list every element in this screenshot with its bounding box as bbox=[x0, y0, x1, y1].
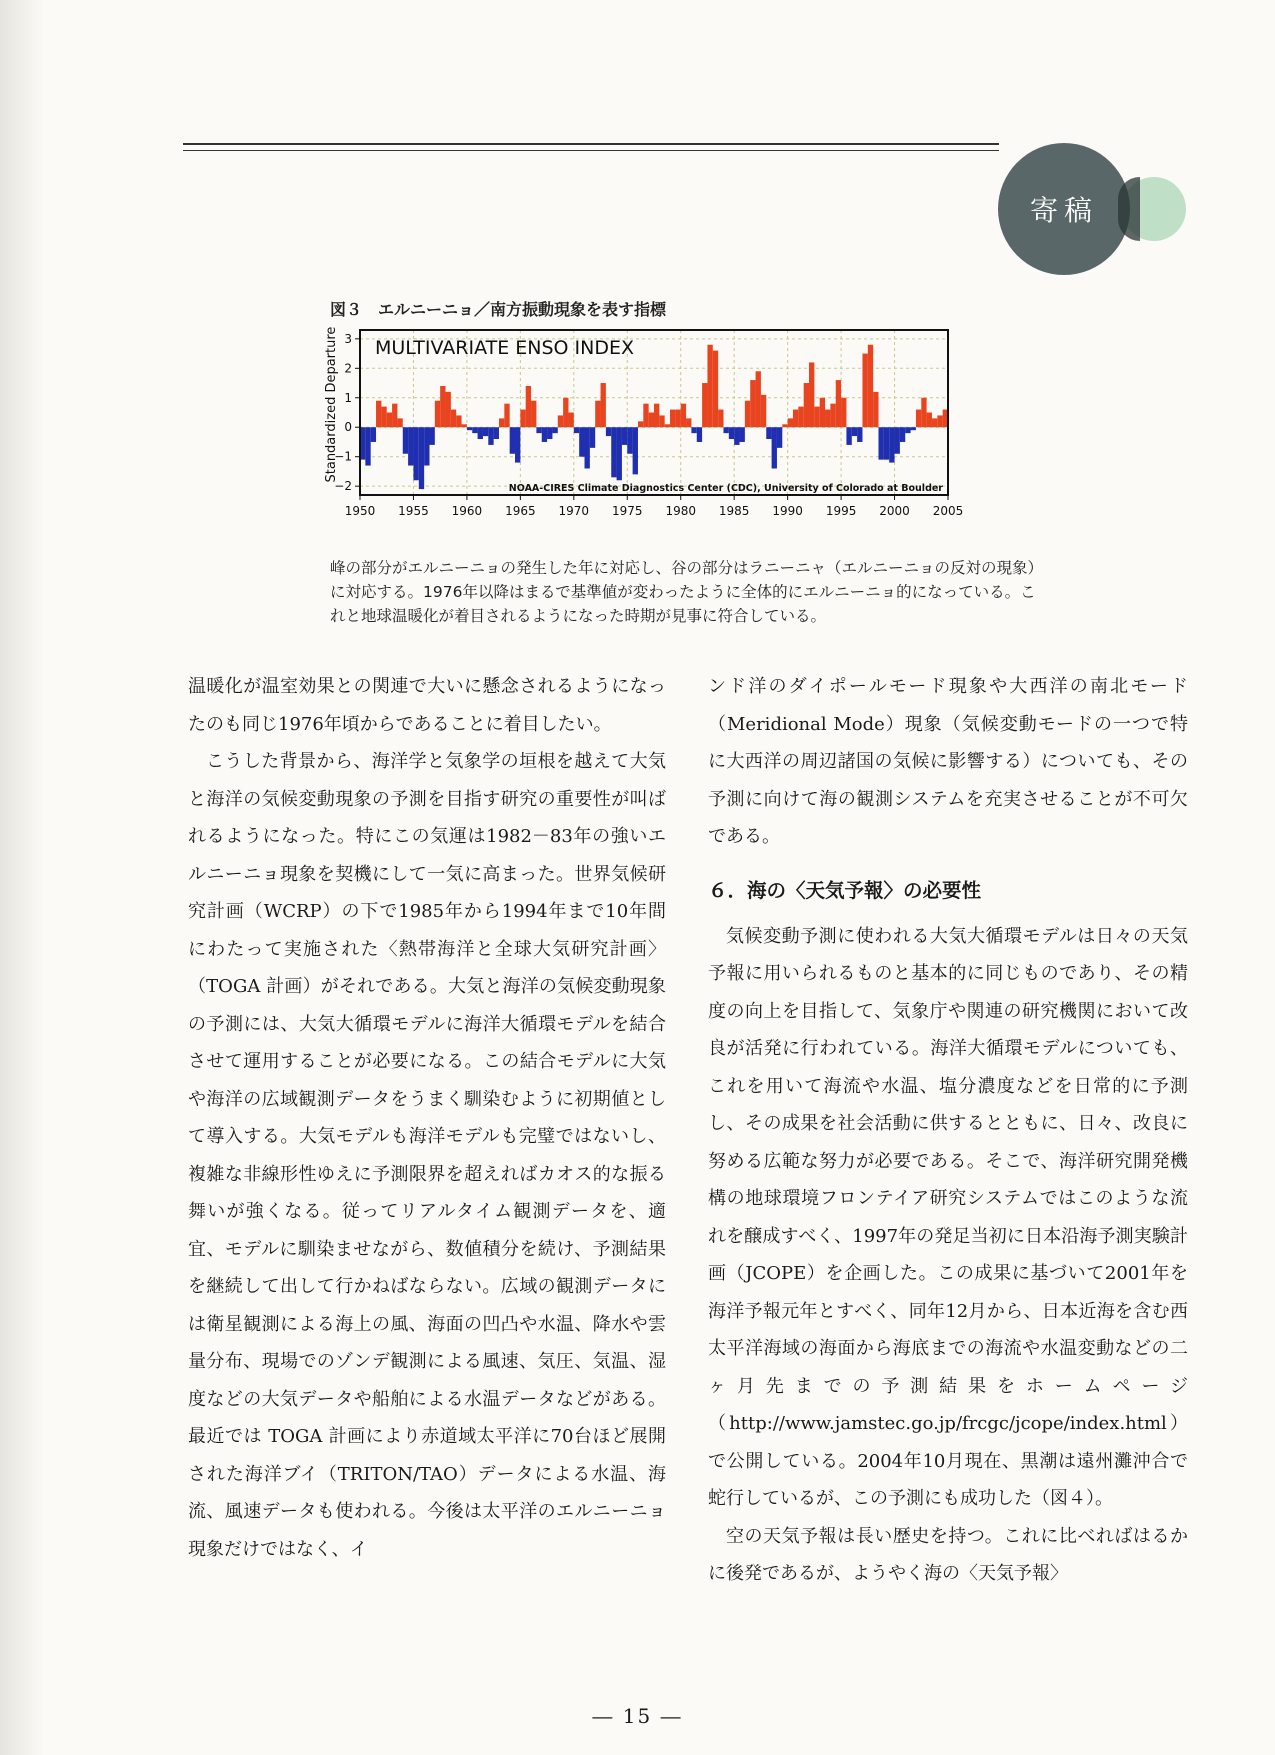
chart-bar bbox=[916, 410, 921, 428]
chart-bar bbox=[830, 404, 835, 428]
chart-bar bbox=[862, 354, 867, 428]
figure-title: 図３ エルニーニョ／南方振動現象を表す指標 bbox=[330, 300, 667, 319]
chart-bar bbox=[408, 427, 413, 465]
chart-bar bbox=[740, 427, 745, 442]
chart-bar bbox=[462, 424, 467, 427]
chart-bar bbox=[889, 427, 894, 462]
chart-bar bbox=[526, 386, 531, 427]
chart-bar bbox=[932, 418, 937, 427]
chart-bar bbox=[911, 427, 916, 430]
enso-index-chart bbox=[320, 322, 1040, 557]
chart-bar bbox=[643, 404, 648, 428]
chart-bar bbox=[756, 371, 761, 427]
chart-bar bbox=[499, 418, 504, 427]
chart-bar bbox=[392, 404, 397, 428]
chart-bar bbox=[365, 427, 370, 465]
body-paragraph: ンド洋のダイポールモード現象や大西洋の南北モード（Meridional Mode）現象（気候変動モードの一つで特に大西洋の周辺諸国の気候に影響する）についても、その予測に向けて海の観測システムを充実させることが不可欠である。 bbox=[708, 676, 1188, 847]
chart-bar bbox=[595, 401, 600, 428]
chart-bar bbox=[627, 427, 632, 454]
chart-bar bbox=[697, 427, 702, 442]
chart-bar bbox=[483, 427, 488, 436]
chart-bar bbox=[622, 427, 627, 445]
chart-bar bbox=[745, 401, 750, 428]
badge-overlap-shade bbox=[1118, 177, 1140, 241]
x-tick-label: 1970 bbox=[558, 504, 590, 518]
chart-bar bbox=[798, 407, 803, 428]
section-heading: ６．海の〈天気予報〉の必要性 bbox=[708, 878, 982, 902]
page-edge-shadow bbox=[0, 0, 44, 1755]
body-paragraph: 温暖化が温室効果との関連で大いに懸念されるようになったのも同じ1976年頃からであることに着目したい。 bbox=[188, 676, 666, 735]
chart-bar bbox=[921, 398, 926, 427]
chart-source-note: NOAA-CIRES Climate Diagnostics Center (CDC), University of Colorado at Boulder bbox=[508, 483, 943, 494]
x-tick-label: 2005 bbox=[932, 504, 964, 518]
chart-bar bbox=[510, 427, 515, 454]
chart-bar bbox=[691, 427, 696, 433]
header-rule-top bbox=[183, 143, 999, 145]
chart-bar bbox=[895, 427, 900, 454]
figure-caption-text: 峰の部分がエルニーニョの発生した年に対応し、谷の部分はラニーニャ（エルニーニョの反対の現象）に対応する。1976年以降はまるで基準値が変わったように全体的にエルニーニョ的になっている。これと地球温暖化が着目されるようになった時期が見事に符合している。 bbox=[330, 559, 1044, 625]
chart-bar bbox=[809, 362, 814, 427]
body-column-right bbox=[708, 668, 1188, 1593]
chart-bar bbox=[590, 427, 595, 448]
chart-bar bbox=[713, 351, 718, 428]
chart-bar bbox=[665, 424, 670, 427]
chart-bar bbox=[585, 427, 590, 468]
x-tick-label: 1975 bbox=[611, 504, 643, 518]
chart-bar bbox=[846, 427, 851, 445]
chart-bar bbox=[675, 410, 680, 428]
page-number: ― 15 ― bbox=[592, 1704, 683, 1728]
chart-bar bbox=[381, 407, 386, 428]
chart-bar bbox=[579, 427, 584, 456]
chart-bar bbox=[558, 415, 563, 427]
chart-bar bbox=[670, 410, 675, 428]
x-tick-label: 1990 bbox=[772, 504, 803, 518]
chart-bar bbox=[397, 418, 402, 427]
chart-title: MULTIVARIATE ENSO INDEX bbox=[375, 337, 634, 359]
chart-bar bbox=[782, 424, 787, 427]
x-tick-label: 2000 bbox=[879, 504, 910, 518]
chart-bar bbox=[440, 386, 445, 427]
chart-bar bbox=[793, 410, 798, 428]
chart-bar bbox=[750, 380, 755, 427]
chart-bar bbox=[825, 410, 830, 428]
chart-bar bbox=[403, 427, 408, 454]
y-tick-label: −1 bbox=[334, 449, 352, 464]
x-tick-label: 1950 bbox=[344, 504, 376, 518]
chart-bar bbox=[429, 427, 434, 445]
chart-bar bbox=[868, 345, 873, 428]
chart-bar bbox=[723, 427, 728, 433]
chart-bar bbox=[734, 427, 739, 445]
chart-bar bbox=[504, 404, 509, 428]
chart-bar bbox=[905, 427, 910, 433]
x-tick-label: 1995 bbox=[825, 504, 857, 518]
chart-bar bbox=[536, 427, 541, 433]
chart-bar bbox=[927, 413, 932, 428]
chart-bar bbox=[649, 413, 654, 428]
chart-bar bbox=[611, 427, 616, 477]
y-tick-label: 1 bbox=[344, 390, 352, 405]
x-tick-label: 1955 bbox=[398, 504, 429, 518]
chart-bar bbox=[542, 427, 547, 442]
chart-bar bbox=[563, 398, 568, 427]
chart-bar bbox=[488, 427, 493, 445]
chart-bar bbox=[659, 415, 664, 427]
body-paragraph: 気候変動予測に使われる大気大循環モデルは日々の天気予報に用いられるものと基本的に同じものであり、その精度の向上を目指して、気象庁や関連の研究機関において改良が活発に行われている。海洋大循環モデルについても、これを用いて海流や水温、塩分濃度などを日常的に予測し、その成果を社会活動に供するとともに、日々、改良に努める広範な努力が必要である。そこで、海洋研究開発機構の地球環境フロンテイア研究システムではこのような流れを醸成すべく、1997年の発足当初に日本沿海予測実験計画（JCOPE）を企画した。この成果に基づいて2001年を海洋予報元年とすべく、同年12月から、日本近海を含む西太平洋海域の海面から海底までの海流や水温変動などの二ヶ月先までの予測結果をホームページ（http://www.jamstec.go.jp/frcgc/jcope/index.html）で公開している。2004年10月現在、黒潮は遠州灘沖合で蛇行しているが、この予測にも成功した（図４）。 bbox=[708, 925, 1188, 1509]
chart-bar bbox=[435, 401, 440, 428]
chart-bar bbox=[852, 427, 857, 436]
chart-bar bbox=[707, 345, 712, 428]
body-column-left bbox=[188, 668, 666, 1568]
chart-bar bbox=[574, 427, 579, 433]
header-rule-bottom bbox=[183, 150, 999, 151]
chart-bar bbox=[884, 427, 889, 459]
x-tick-label: 1985 bbox=[718, 504, 750, 518]
chart-bar bbox=[451, 410, 456, 428]
chart-bar bbox=[937, 415, 942, 427]
chart-bars bbox=[360, 345, 948, 489]
chart-bar bbox=[413, 427, 418, 480]
chart-bar bbox=[841, 398, 846, 427]
chart-bar bbox=[702, 383, 707, 427]
x-tick-label: 1980 bbox=[665, 504, 697, 518]
chart-bar bbox=[804, 383, 809, 427]
chart-bar bbox=[568, 413, 573, 428]
chart-bar bbox=[494, 427, 499, 439]
chart-bar bbox=[467, 427, 472, 430]
badge-label: 寄稿 bbox=[1029, 194, 1098, 227]
chart-bar bbox=[788, 418, 793, 427]
chart-bar bbox=[633, 427, 638, 474]
y-tick-label: −2 bbox=[334, 479, 352, 494]
x-tick-label: 1960 bbox=[451, 504, 483, 518]
chart-bar bbox=[718, 410, 723, 428]
chart-bar bbox=[547, 427, 552, 439]
chart-bar bbox=[472, 427, 477, 433]
chart-bar bbox=[419, 427, 424, 489]
chart-bar bbox=[836, 380, 841, 427]
chart-bar bbox=[820, 398, 825, 427]
chart-bar bbox=[654, 404, 659, 428]
chart-y-axis-label: Standardized Departure bbox=[324, 326, 339, 483]
chart-bar bbox=[371, 427, 376, 442]
body-paragraph: こうした背景から、海洋学と気象学の垣根を越えて大気と海洋の気候変動現象の予測を目指す研究の重要性が叫ばれるようになった。特にこの気運は1982－83年の強いエルニーニョ現象を契機にして一気に高まった。世界気候研究計画（WCRP）の下で1985年から1994年まで10年間にわたって実施された〈熱帯海洋と全球大気研究計画〉（TOGA 計画）がそれである。大気と海洋の気候変動現象の予測には、大気大循環モデルに海洋大循環モデルを結合させて運用することが必要になる。この結合モデルに大気や海洋の広域観測データをうまく馴染むように初期値として導入する。大気モデルも海洋モデルも完璧ではないし、複雑な非線形性ゆえに予測限界を超えればカオス的な振る舞いが強くなる。従ってリアルタイム観測データを、適宜、モデルに馴染ませながら、数値積分を続け、予測結果を継続して出して行かねばならない。広域の観測データには衛星観測による海上の風、海面の凹凸や水温、降水や雲量分布、現場でのゾンデ観測による風速、気圧、気温、湿度などの大気データや船舶による水温データなどがある。最近では TOGA 計画により赤道域太平洋に70台ほど展開された海洋ブイ（TRITON/TAO）データによる水温、海流、風速データも使われる。今後は太平洋のエルニーニョ現象だけではなく、イ bbox=[188, 751, 666, 1560]
y-tick-label: 3 bbox=[344, 331, 352, 346]
chart-bar bbox=[761, 395, 766, 427]
chart-bar bbox=[681, 404, 686, 428]
chart-bar bbox=[424, 427, 429, 465]
body-paragraph: 空の天気予報は長い歴史を持つ。これに比べればはるかに後発であるが、ようやく海の〈天気予報〉 bbox=[708, 1525, 1188, 1584]
chart-bar bbox=[446, 392, 451, 427]
chart-bar bbox=[686, 418, 691, 427]
chart-bar bbox=[387, 413, 392, 428]
chart-bar bbox=[617, 427, 622, 480]
section-badge bbox=[998, 143, 1130, 275]
chart-bar bbox=[638, 421, 643, 427]
chart-bar bbox=[601, 383, 606, 427]
chart-bar bbox=[606, 427, 611, 436]
chart-bar bbox=[873, 392, 878, 427]
x-tick-label: 1965 bbox=[505, 504, 536, 518]
chart-bar bbox=[857, 427, 862, 442]
chart-bar bbox=[777, 427, 782, 448]
chart-bar bbox=[376, 401, 381, 428]
y-tick-label: 0 bbox=[344, 420, 352, 435]
chart-bar bbox=[772, 427, 777, 468]
chart-bar bbox=[515, 427, 520, 462]
chart-bar bbox=[552, 427, 557, 433]
chart-bar bbox=[766, 427, 771, 439]
chart-bar bbox=[520, 410, 525, 428]
chart-bar bbox=[729, 427, 734, 439]
chart-bar bbox=[900, 427, 905, 442]
figure-caption bbox=[330, 556, 1050, 628]
chart-bar bbox=[814, 407, 819, 428]
chart-bar bbox=[879, 427, 884, 459]
y-tick-label: 2 bbox=[344, 361, 352, 376]
chart-bar bbox=[456, 415, 461, 427]
chart-bar bbox=[478, 427, 483, 439]
chart-bar bbox=[531, 401, 536, 428]
